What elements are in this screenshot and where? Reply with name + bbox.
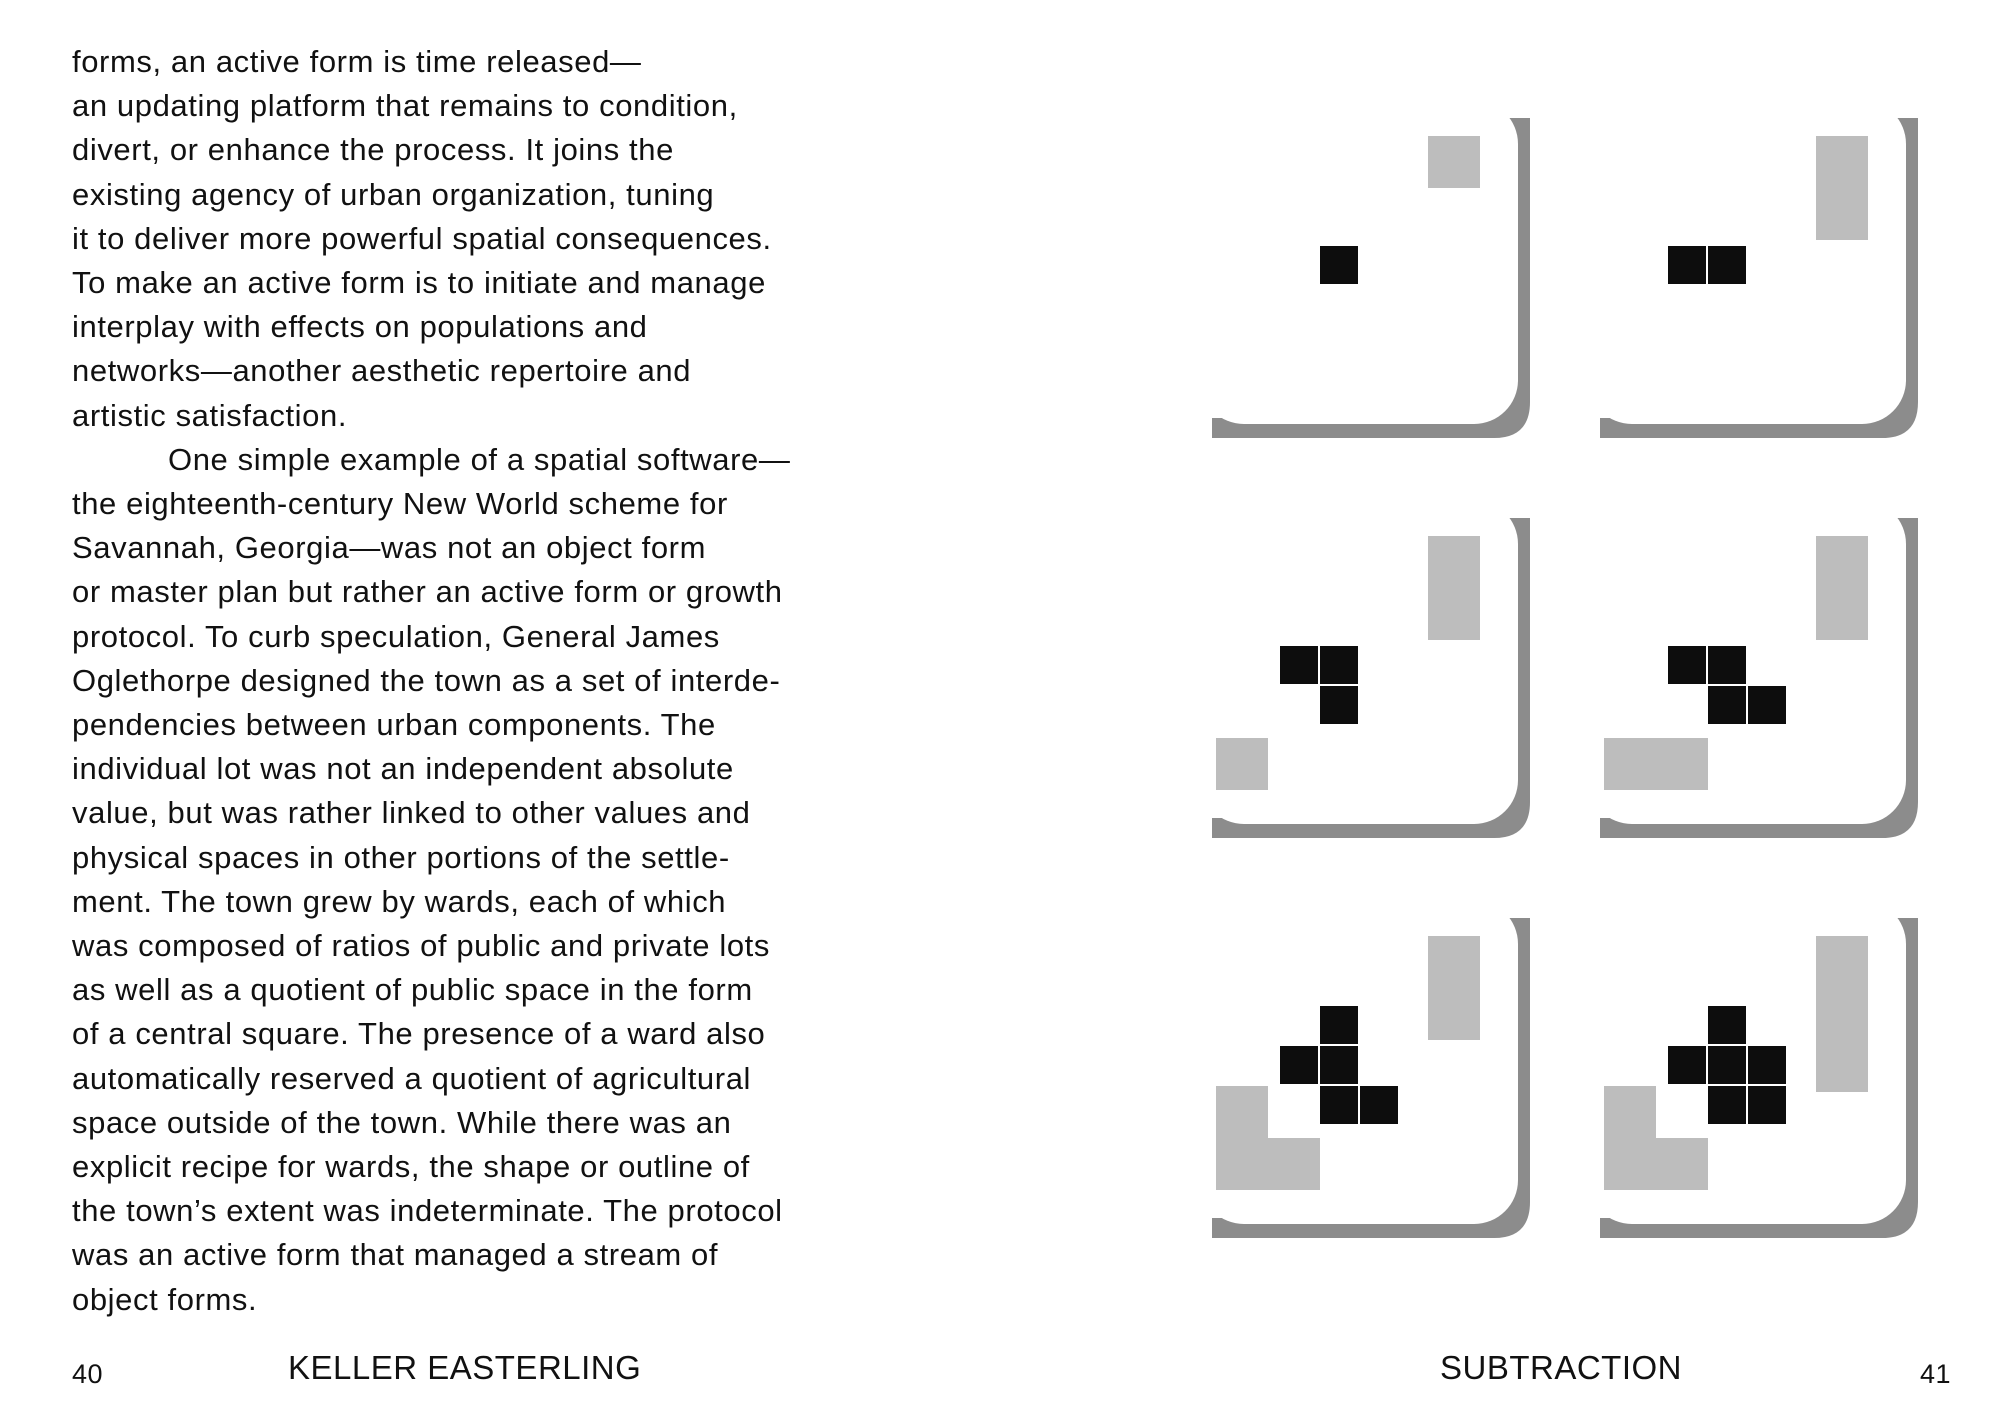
ward-block (1320, 1086, 1358, 1124)
text-line: interplay with effects on populations and (72, 309, 648, 345)
ward-block (1280, 646, 1318, 684)
ward-block (1708, 646, 1746, 684)
reserve-bar (1816, 936, 1868, 1092)
running-head-chapter: SUBTRACTION (1440, 1349, 1683, 1386)
text-line: individual lot was not an independent absolute (72, 751, 734, 787)
text-line: the town’s extent was indeterminate. The protocol (72, 1193, 783, 1229)
body-text (72, 40, 872, 1322)
ward-block (1320, 646, 1358, 684)
text-line: existing agency of urban organization, tuning (72, 176, 715, 212)
text-line: protocol. To curb speculation, General James (72, 618, 720, 654)
ward-block (1748, 686, 1786, 724)
ward-block (1320, 1046, 1358, 1084)
diagram-tile-step-3 (1200, 500, 1530, 838)
ward-block (1708, 1046, 1746, 1084)
text-line: divert, or enhance the process. It joins the (72, 132, 674, 168)
text-line: explicit recipe for wards, the shape or outline of (72, 1149, 750, 1185)
text-line: as well as a quotient of public space in the form (72, 972, 753, 1008)
text-line: To make an active form is to initiate and manage (72, 265, 766, 301)
text-line: One simple example of a spatial software— (168, 441, 791, 477)
ward-block (1708, 246, 1746, 284)
text-line: was an active form that managed a stream of (72, 1237, 719, 1273)
text-line: ment. The town grew by wards, each of which (72, 883, 727, 919)
ward-block (1668, 646, 1706, 684)
diagram-tile-step-6 (1588, 900, 1918, 1238)
ward-growth-diagram (1200, 100, 1930, 1240)
reserve-bar (1428, 936, 1480, 1040)
ward-block (1320, 1006, 1358, 1044)
text-line: space outside of the town. While there was an (72, 1104, 732, 1140)
running-head-author: KELLER EASTERLING (288, 1349, 642, 1386)
ward-block (1320, 246, 1358, 284)
reserve-square (1216, 738, 1268, 790)
ward-block (1320, 686, 1358, 724)
ward-block (1708, 1086, 1746, 1124)
reserve-wide-bar (1604, 738, 1708, 790)
text-line: object forms. (72, 1281, 258, 1317)
ward-block (1668, 1046, 1706, 1084)
page-number-right: 41 (1920, 1359, 1952, 1389)
text-line: was composed of ratios of public and private lots (72, 928, 770, 964)
text-line: physical spaces in other portions of the settle- (72, 839, 730, 875)
text-line: Savannah, Georgia—was not an object form (72, 530, 707, 566)
ward-block (1748, 1046, 1786, 1084)
reserve-bar (1816, 536, 1868, 640)
text-line: pendencies between urban components. The (72, 707, 716, 743)
ward-block (1280, 1046, 1318, 1084)
diagram-tile-step-2 (1588, 100, 1918, 438)
page-number-left: 40 (72, 1359, 104, 1389)
text-line: of a central square. The presence of a ward also (72, 1016, 766, 1052)
text-line: the eighteenth-century New World scheme for (72, 486, 728, 522)
ward-block (1708, 1006, 1746, 1044)
text-line: an updating platform that remains to condition, (72, 88, 738, 124)
text-line: artistic satisfaction. (72, 397, 348, 433)
ward-block (1748, 1086, 1786, 1124)
text-line: or master plan but rather an active form or growth (72, 574, 783, 610)
diagram-tile-step-5 (1200, 900, 1530, 1238)
text-line: it to deliver more powerful spatial consequences. (72, 220, 772, 256)
ward-block (1668, 246, 1706, 284)
reserve-bar (1428, 536, 1480, 640)
text-line: value, but was rather linked to other values and (72, 795, 751, 831)
ward-block (1708, 686, 1746, 724)
diagram-tile-step-1 (1200, 100, 1530, 438)
ward-block (1360, 1086, 1398, 1124)
reserve-bar (1816, 136, 1868, 240)
reserve-square (1428, 136, 1480, 188)
text-line: networks—another aesthetic repertoire and (72, 353, 692, 389)
text-line: forms, an active form is time released— (72, 44, 642, 79)
text-line: automatically reserved a quotient of agricultural (72, 1060, 752, 1096)
text-line: Oglethorpe designed the town as a set of interde- (72, 662, 781, 698)
right-page (1000, 0, 2000, 1428)
diagram-tile-step-4 (1588, 500, 1918, 838)
